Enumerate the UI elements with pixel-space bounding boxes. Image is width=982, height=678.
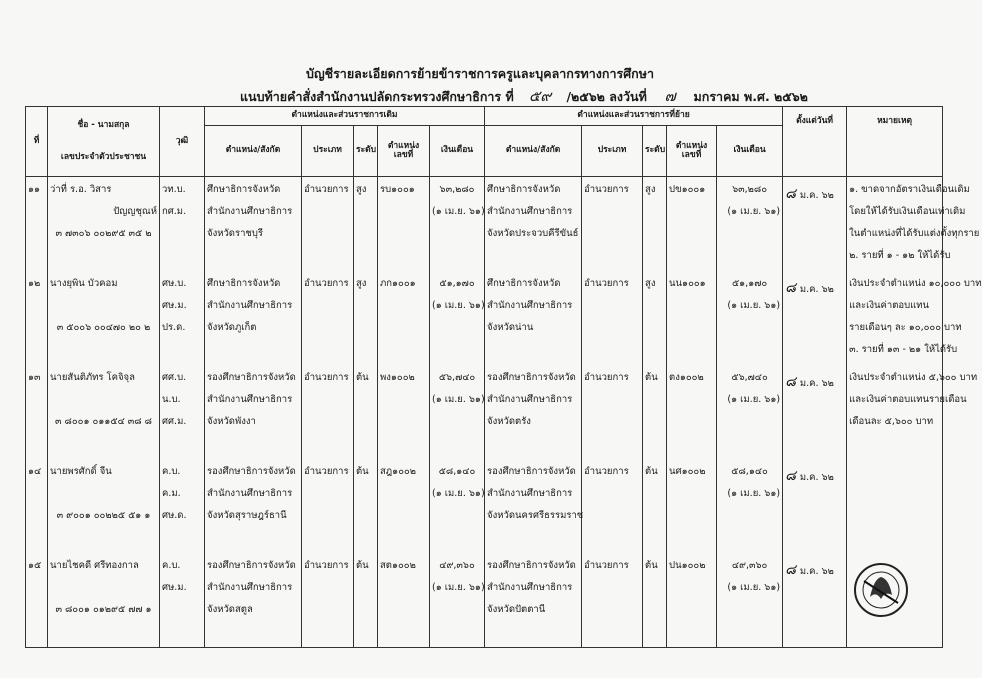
row-new-type-ntype: อำนวยการ: [584, 372, 629, 383]
row-no-no: ๑๓: [28, 372, 41, 383]
row-degree: [160, 553, 205, 648]
row-person-name2: [50, 393, 157, 415]
row-remark-rm1: เงินประจำตำแหน่ง ๑๐,๐๐๐ บาท: [849, 278, 982, 289]
row-degree-deg2: ศษ.ม.: [162, 582, 187, 593]
row-new-posno-npos: ปน๑๐๐๒: [669, 560, 706, 571]
row-new-type: [582, 459, 643, 553]
row-old-unit: [205, 365, 302, 459]
row-degree-deg3: ปร.ด.: [162, 322, 186, 333]
row-no: [26, 459, 48, 553]
row-old-type: [302, 459, 354, 553]
row-old-posno: [378, 177, 430, 272]
row-person: [48, 365, 160, 459]
row-no: [26, 365, 48, 459]
row-new-unit-new2: สำนักงานศึกษาธิการ: [487, 300, 573, 311]
row-old-posno: [378, 365, 430, 459]
row-new-salary-ndate: (๑ เม.ย. ๖๑): [727, 488, 781, 499]
row-old-type-type: อำนวยการ: [304, 372, 349, 383]
row-no-no: ๑๔: [28, 466, 42, 477]
row-new-type: [582, 271, 643, 365]
handwritten-day: ๘: [785, 280, 796, 296]
row-new-unit: [485, 271, 582, 365]
row-effective: [783, 365, 847, 459]
row-old-salary-odate: (๑ เม.ย. ๖๑): [432, 206, 485, 217]
transfer-table: [25, 106, 982, 648]
table-row: [26, 365, 943, 459]
row-new-unit-new1: รองศึกษาธิการจังหวัด: [487, 466, 576, 477]
row-new-posno: [667, 271, 717, 365]
row-person-name: ว่าที่ ร.อ. วิสาร: [50, 184, 112, 195]
handwritten-day: ๘: [785, 562, 796, 578]
effective-month: ม.ค. ๖๒: [799, 566, 834, 577]
row-old-posno: [378, 553, 430, 648]
row-old-posno: [378, 459, 430, 553]
row-degree-deg2: ค.ม.: [162, 488, 181, 499]
row-new-type-ntype: อำนวยการ: [584, 278, 629, 289]
row-new-type-ntype: อำนวยการ: [584, 466, 629, 477]
row-new-level-nlevel: ต้น: [645, 372, 658, 383]
row-old-unit-old1: ศึกษาธิการจังหวัด: [207, 184, 281, 195]
row-old-salary-osal: ๕๑,๑๗๐: [439, 278, 475, 289]
row-new-salary-ndate: (๑ เม.ย. ๖๑): [727, 300, 781, 311]
row-old-level-level: สูง: [356, 278, 367, 289]
row-new-unit-new2: สำนักงานศึกษาธิการ: [487, 582, 573, 593]
row-new-salary: [717, 553, 783, 648]
row-old-salary: [430, 459, 485, 553]
row-degree-deg1: ศษ.บ.: [162, 278, 187, 289]
row-old-unit: [205, 271, 302, 365]
row-no: [26, 177, 48, 272]
row-new-level: [643, 177, 667, 272]
row-remark: [847, 177, 980, 272]
row-new-level-nlevel: สูง: [645, 184, 656, 195]
row-old-posno-opos: สต๑๐๐๒: [380, 560, 416, 571]
row-person-id: ๓ ๘๐๐๑ ๐๑๑๕๔ ๓๘ ๘: [55, 416, 152, 427]
row-old-unit-old2: สำนักงานศึกษาธิการ: [207, 488, 293, 499]
row-old-unit-old2: สำนักงานศึกษาธิการ: [207, 300, 293, 311]
row-old-posno-opos: สฎ๑๐๐๒: [380, 466, 417, 477]
row-remark: [847, 459, 943, 553]
table-row: [26, 459, 943, 553]
row-old-unit-old3: จังหวัดสตูล: [207, 604, 253, 615]
row-old-salary-odate: (๑ เม.ย. ๖๑): [432, 394, 485, 405]
row-no: [26, 271, 48, 365]
row-person-name2: [50, 581, 157, 603]
row-old-unit: [205, 459, 302, 553]
row-old-level-level: ต้น: [356, 560, 369, 571]
row-new-type-ntype: อำนวยการ: [584, 560, 629, 571]
row-new-unit-new1: ศึกษาธิการจังหวัด: [487, 278, 561, 289]
row-old-unit-old1: รองศึกษาธิการจังหวัด: [207, 372, 296, 383]
row-old-unit-old2: สำนักงานศึกษาธิการ: [207, 206, 293, 217]
subtitle-month-year: มกราคม พ.ศ. ๒๕๖๒: [693, 89, 808, 104]
row-new-unit-new2: สำนักงานศึกษาธิการ: [487, 394, 573, 405]
table-row: [26, 177, 943, 272]
row-old-unit-old2: สำนักงานศึกษาธิการ: [207, 582, 293, 593]
row-old-unit-old3: จังหวัดราชบุรี: [207, 228, 263, 239]
row-remark: [847, 365, 978, 459]
row-new-type-ntype: อำนวยการ: [584, 184, 629, 195]
row-new-posno: [667, 365, 717, 459]
row-person: [48, 271, 160, 365]
row-old-salary: [430, 271, 485, 365]
row-person-name2: ปัญญชุณห์: [113, 206, 157, 217]
row-new-posno: [667, 553, 717, 648]
handwritten-day: ๘: [785, 374, 796, 390]
effective-month: ม.ค. ๖๒: [799, 472, 834, 483]
row-old-posno-opos: ภก๑๐๐๑: [380, 278, 416, 289]
effective-month: ม.ค. ๖๒: [799, 190, 834, 201]
table-row: [26, 553, 943, 648]
row-new-salary: [717, 177, 783, 272]
row-new-salary-nsal: ๕๖,๗๔๐: [731, 372, 768, 383]
row-new-unit-new2: สำนักงานศึกษาธิการ: [487, 206, 573, 217]
row-person-name: นางยุพิน บัวคอม: [50, 278, 118, 289]
row-old-posno-opos: พง๑๐๐๒: [380, 372, 415, 383]
row-degree-deg1: ค.บ.: [162, 466, 181, 477]
row-old-posno: [378, 271, 430, 365]
row-remark-rm4: ๓. รายที่ ๑๓ - ๒๑ ให้ได้รับ: [849, 344, 958, 355]
row-new-unit-new1: รองศึกษาธิการจังหวัด: [487, 560, 576, 571]
row-old-level-level: สูง: [356, 184, 367, 195]
row-degree-deg2: กศ.ม.: [162, 206, 187, 217]
row-new-unit-new1: รองศึกษาธิการจังหวัด: [487, 372, 576, 383]
col-new-group: ตำแหน่งและส่วนราชการที่ย้าย: [485, 107, 783, 126]
col-effective: ตั้งแต่วันที่: [783, 107, 847, 177]
row-old-level: [354, 365, 378, 459]
row-degree-deg3: [162, 603, 202, 625]
row-old-salary-osal: ๕๘,๑๔๐: [438, 466, 476, 477]
row-new-level: [643, 271, 667, 365]
col-new-salary: เงินเดือน: [717, 126, 783, 177]
col-new-type: ประเภท: [582, 126, 643, 177]
effective-month: ม.ค. ๖๒: [799, 378, 834, 389]
row-old-posno-opos: รบ๑๐๐๑: [380, 184, 415, 195]
row-person-name: นายสันติภัทร โคจิจุล: [50, 372, 135, 383]
row-old-salary: [430, 365, 485, 459]
row-degree: [160, 177, 205, 272]
row-new-salary: [717, 365, 783, 459]
row-new-salary-ndate: (๑ เม.ย. ๖๑): [727, 394, 781, 405]
row-person-id: ๓ ๙๐๐๑ ๐๐๒๒๕ ๕๑ ๑: [56, 510, 151, 521]
row-new-level: [643, 459, 667, 553]
row-degree: [160, 271, 205, 365]
row-new-posno-npos: นศ๑๐๐๒: [669, 466, 706, 477]
row-old-salary: [430, 177, 485, 272]
row-new-salary-ndate: (๑ เม.ย. ๖๑): [727, 206, 781, 217]
row-person: [48, 177, 160, 272]
row-effective: [783, 459, 847, 553]
row-effective: [783, 177, 847, 272]
row-old-unit-old3: จังหวัดพังงา: [207, 416, 256, 427]
row-old-salary-odate: (๑ เม.ย. ๖๑): [432, 300, 485, 311]
row-no-no: ๑๕: [28, 560, 42, 571]
effective-month: ม.ค. ๖๒: [799, 284, 834, 295]
row-new-unit-new3: จังหวัดตรัง: [487, 416, 531, 427]
row-old-salary-osal: ๔๙,๓๖๐: [439, 560, 475, 571]
row-new-type: [582, 365, 643, 459]
row-degree-deg2: ศษ.ม.: [162, 300, 187, 311]
order-day: ๗: [664, 87, 676, 105]
col-new-unit: ตำแหน่ง/สังกัด: [485, 126, 582, 177]
row-old-level-level: ต้น: [356, 372, 369, 383]
row-person: [48, 459, 160, 553]
row-degree-deg1: ศศ.บ.: [162, 372, 187, 383]
row-person-name2: [50, 299, 157, 321]
official-seal-icon: [852, 561, 910, 619]
col-old-level: ระดับ: [354, 126, 378, 177]
row-remark: [847, 271, 982, 365]
row-old-level: [354, 459, 378, 553]
row-effective: [783, 271, 847, 365]
row-old-level: [354, 271, 378, 365]
row-new-unit-new3: จังหวัดปัตตานี: [487, 604, 546, 615]
row-new-posno: [667, 177, 717, 272]
row-new-salary-nsal: ๔๙,๓๖๐: [731, 560, 768, 571]
row-old-unit-old2: สำนักงานศึกษาธิการ: [207, 394, 293, 405]
col-name: ชื่อ - นามสกุล เลขประจำตัวประชาชน: [48, 107, 160, 177]
row-no-no: ๑๒: [28, 278, 41, 289]
row-degree: [160, 459, 205, 553]
col-old-group: ตำแหน่งและส่วนราชการเดิม: [205, 107, 485, 126]
row-new-unit-new2: สำนักงานศึกษาธิการ: [487, 488, 573, 499]
row-new-level: [643, 553, 667, 648]
col-old-posno: ตำแหน่ง เลขที่: [378, 126, 430, 177]
row-remark-rm2: โดยให้ได้รับเงินเดือนเท่าเดิม: [849, 206, 966, 217]
row-old-type-type: อำนวยการ: [304, 278, 349, 289]
row-old-level: [354, 553, 378, 648]
row-old-unit-old1: รองศึกษาธิการจังหวัด: [207, 466, 296, 477]
handwritten-day: ๘: [785, 468, 796, 484]
row-old-salary: [430, 553, 485, 648]
row-old-salary-odate: (๑ เม.ย. ๖๑): [432, 488, 485, 499]
row-new-posno-npos: ปข๑๐๐๑: [669, 184, 706, 195]
row-new-level-nlevel: สูง: [645, 278, 656, 289]
row-person: [48, 553, 160, 648]
row-old-level-level: ต้น: [356, 466, 369, 477]
row-new-level-nlevel: ต้น: [645, 560, 658, 571]
document-subtitle: [240, 84, 808, 108]
row-new-posno-npos: นน๑๐๐๑: [669, 278, 706, 289]
row-remark-rm1: ๑. ขาดจากอัตราเงินเดือนเดิม: [849, 184, 970, 195]
row-degree-deg3: ศษ.ด.: [162, 510, 187, 521]
row-person-id: ๓ ๘๐๐๑ ๐๑๒๙๕ ๗๗ ๑: [55, 604, 152, 615]
row-remark-rm1: เงินประจำตำแหน่ง ๕,๖๐๐ บาท: [849, 372, 978, 383]
row-remark-rm4: ๒. รายที่ ๑ - ๑๒ ให้ได้รับ: [849, 250, 951, 261]
row-old-salary-osal: ๕๖,๗๔๐: [438, 372, 476, 383]
table-row: [26, 271, 943, 365]
row-old-unit-old3: จังหวัดภูเก็ต: [207, 322, 257, 333]
row-new-unit: [485, 553, 582, 648]
row-person-name2: [50, 487, 157, 509]
row-new-level: [643, 365, 667, 459]
row-new-salary-nsal: ๖๓,๒๘๐: [732, 184, 768, 195]
row-new-unit-new3: จังหวัดนครศรีธรรมราช: [487, 510, 584, 521]
row-old-type: [302, 271, 354, 365]
row-old-level: [354, 177, 378, 272]
row-old-type: [302, 177, 354, 272]
row-old-salary-odate: (๑ เม.ย. ๖๑): [432, 582, 485, 593]
row-old-unit: [205, 177, 302, 272]
row-old-type: [302, 553, 354, 648]
col-old-salary: เงินเดือน: [430, 126, 485, 177]
row-person-id: ๓ ๕๐๐๖ ๐๐๔๗๐ ๒๐ ๒: [56, 322, 151, 333]
col-new-level: ระดับ: [643, 126, 667, 177]
row-no-no: ๑๑: [28, 184, 41, 195]
row-degree-deg2: น.บ.: [162, 394, 181, 405]
row-old-type-type: อำนวยการ: [304, 560, 349, 571]
col-no: ที่: [26, 107, 48, 177]
row-remark-rm3: เดือนละ ๕,๖๐๐ บาท: [849, 416, 934, 427]
row-person-name: นายพรศักดิ์ จีน: [50, 466, 112, 477]
row-new-salary-ndate: (๑ เม.ย. ๖๑): [727, 582, 781, 593]
row-old-unit-old1: รองศึกษาธิการจังหวัด: [207, 560, 296, 571]
row-remark-rm1: [849, 465, 940, 487]
row-new-salary-nsal: ๕๘,๑๔๐: [731, 466, 768, 477]
row-degree: [160, 365, 205, 459]
row-degree-deg3: [162, 227, 202, 249]
row-new-salary: [717, 459, 783, 553]
row-new-level-nlevel: ต้น: [645, 466, 658, 477]
row-new-unit-new3: จังหวัดน่าน: [487, 322, 534, 333]
row-new-posno-npos: ตง๑๐๐๒: [669, 372, 704, 383]
row-old-type-type: อำนวยการ: [304, 466, 349, 477]
row-no: [26, 553, 48, 648]
row-old-type-type: อำนวยการ: [304, 184, 349, 195]
col-remark: หมายเหตุ: [847, 107, 943, 177]
row-new-unit-new3: จังหวัดประจวบคีรีขันธ์: [487, 228, 579, 239]
row-degree-deg1: วท.บ.: [162, 184, 186, 195]
row-new-posno: [667, 459, 717, 553]
row-person-name: นายไชคดี ศรีทองกาล: [50, 560, 139, 571]
order-number: ๕๙: [528, 87, 552, 105]
col-new-posno: ตำแหน่ง เลขที่: [667, 126, 717, 177]
row-new-unit: [485, 459, 582, 553]
row-person-id: ๓ ๗๓๐๖ ๐๐๒๙๕ ๓๕ ๒: [55, 228, 152, 239]
row-remark-rm2: และเงินค่าตอบแทน: [849, 300, 929, 311]
row-old-salary-osal: ๖๓,๒๘๐: [439, 184, 475, 195]
row-new-unit: [485, 365, 582, 459]
col-old-type: ประเภท: [302, 126, 354, 177]
row-old-unit-old1: ศึกษาธิการจังหวัด: [207, 278, 281, 289]
row-new-unit-new1: ศึกษาธิการจังหวัด: [487, 184, 561, 195]
row-old-unit-old3: จังหวัดสุราษฎร์ธานี: [207, 510, 287, 521]
row-new-salary: [717, 271, 783, 365]
subtitle-year: /๒๕๖๒ ลงวันที่: [566, 89, 647, 104]
row-remark-rm4: [849, 437, 940, 459]
subtitle-prefix: แนบท้ายคำสั่งสำนักงานปลัดกระทรวงศึกษาธิการ ที่: [240, 89, 514, 104]
handwritten-day: ๘: [785, 186, 796, 202]
row-degree-deg1: ค.บ.: [162, 560, 181, 571]
row-new-salary-nsal: ๕๑,๑๗๐: [731, 278, 768, 289]
col-old-unit: ตำแหน่ง/สังกัด: [205, 126, 302, 177]
row-effective: [783, 553, 847, 648]
row-remark-rm2: และเงินค่าตอบแทนรายเดือน: [849, 394, 967, 405]
row-old-unit: [205, 553, 302, 648]
row-new-type: [582, 553, 643, 648]
row-remark-rm3: รายเดือนๆ ละ ๑๐,๐๐๐ บาท: [849, 322, 962, 333]
row-remark-rm4: [849, 531, 940, 553]
row-new-type: [582, 177, 643, 272]
row-remark-rm3: [849, 509, 940, 531]
row-remark-rm3: ในตำแหน่งที่ได้รับแต่งตั้งทุกราย: [849, 228, 980, 239]
col-degree: วุฒิ: [160, 107, 205, 177]
row-remark-rm4: [849, 625, 940, 647]
row-degree-deg3: ศศ.ม.: [162, 416, 187, 427]
row-old-type: [302, 365, 354, 459]
document-title: บัญชีรายละเอียดการย้ายข้าราชการครูและบุคลากรทางการศึกษา: [306, 66, 654, 81]
row-new-unit: [485, 177, 582, 272]
row-remark-rm2: [849, 487, 940, 509]
